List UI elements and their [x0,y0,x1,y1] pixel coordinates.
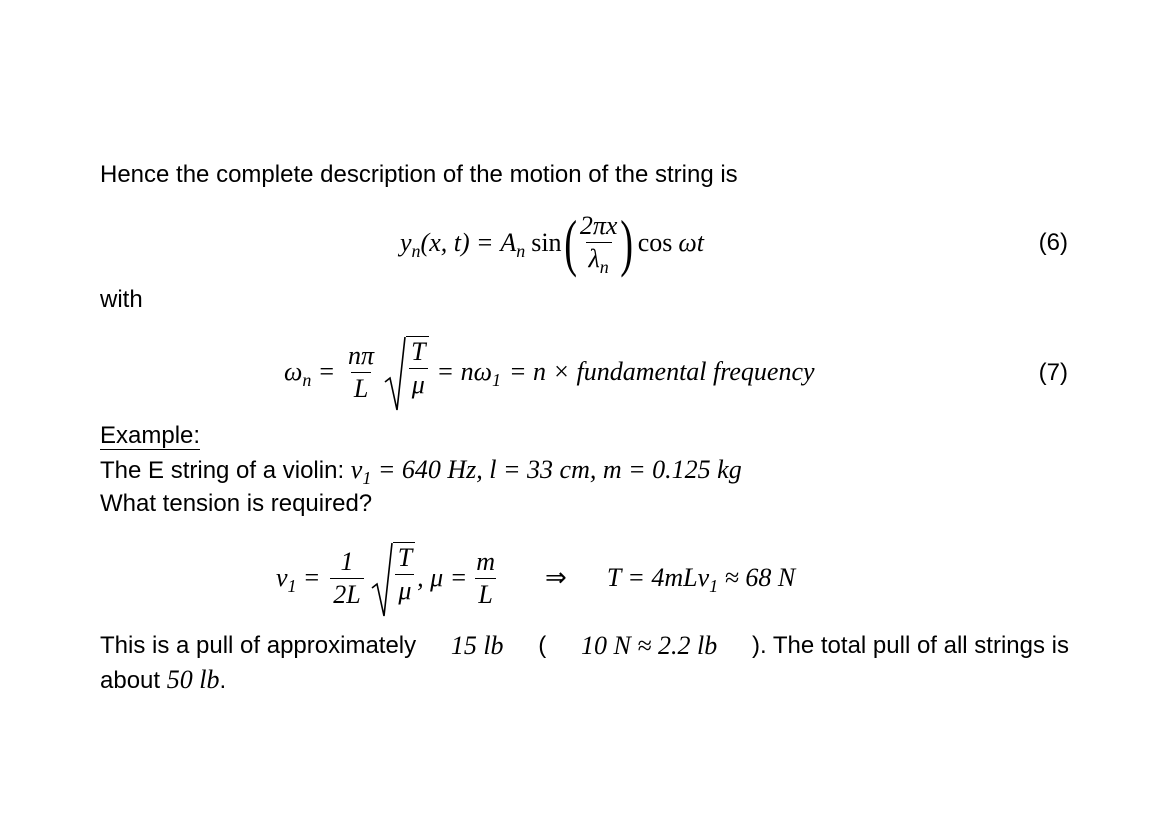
eq7-radicand [406,336,428,412]
with-text: with [100,286,143,313]
eq7-equals: = [319,357,335,386]
eq7-sqrt-fraction [408,337,428,400]
eq8-fraction [330,547,363,610]
eq8-equals: = [304,563,320,592]
eq6-amplitude: $A_n$ [500,228,526,261]
eq6-sin: sin [531,228,562,257]
eq8-sqrt-fraction [395,543,415,606]
conclusion-math-2: 10 N ≈ 2.2 lb [580,631,718,660]
eq6-frac-den: $\lambda_n$ [586,242,612,276]
eq7-frac-num: nπ [348,340,375,370]
conclusion-text-2: ( [538,632,547,659]
radical-sign-icon [384,332,406,412]
equation-7 [284,330,815,414]
eq6-lhs: $y_n(x$, t) [400,228,470,261]
eq8-frac-num: 1 [340,546,354,576]
equation-number-7: (7) [1038,359,1068,386]
equation-number-6: (6) [1038,229,1068,256]
eq8-sqrt-num: T [397,543,413,572]
eq8-frac2-den: L [475,578,495,610]
eq6-frac-num: 2πx [579,210,618,240]
eq6-left-paren: ( [563,207,577,278]
eq7-rhs: = n × fundamental frequency [508,357,815,386]
eq6-cos-arg: ωt [678,228,705,257]
radical-sign-icon [371,538,393,618]
equation-6 [400,208,704,278]
eq8-result: T = 4mLν$_1$ ≈ 68 N [606,563,796,596]
equation-tension [276,536,795,620]
eq6-equals: = [477,228,493,257]
eq7-fraction [345,341,377,404]
eq7-middle: = $n\omega_1$ [436,357,501,390]
implies-arrow-icon: ⇒ [545,563,567,592]
eq6-right-paren: ) [620,207,634,278]
conclusion-text-3: ). The total pull of all strings is [751,632,1069,659]
eq8-sqrt [371,538,415,618]
eq8-frac2-num: m [476,546,496,576]
eq7-lhs: $\omega_n$ [284,357,312,390]
example-line: The E string of a violin: $\nu_1 = 640$ Hz, l = 33 cm, m = 0.125 kg [100,455,742,488]
conclusion-line-2: about 50 lb. [100,665,227,694]
conclusion-text-1: This is a pull of approximately [100,632,417,659]
eq8-mu-equals: , μ = [417,563,468,592]
eq6-fraction [577,211,621,276]
eq7-sqrt-den: μ [409,368,428,400]
eq8-fraction-2 [473,547,498,610]
conclusion-math-1: 15 lb [450,631,504,660]
eq8-radicand [393,542,415,618]
intro-text: Hence the complete description of the motion of the string is [100,161,738,188]
eq7-frac-den: L [351,372,371,404]
eq7-sqrt [384,332,428,412]
eq8-frac-den: 2L [330,578,363,610]
example-heading: Example: [100,422,201,449]
example-question: What tension is required? [100,490,373,517]
conclusion-line-1 [100,632,1069,660]
eq6-cos: cos [637,228,673,257]
eq8-lhs: $\nu_1$ [276,563,297,596]
eq8-sqrt-den: μ [395,574,414,606]
eq7-sqrt-num: T [411,337,426,366]
